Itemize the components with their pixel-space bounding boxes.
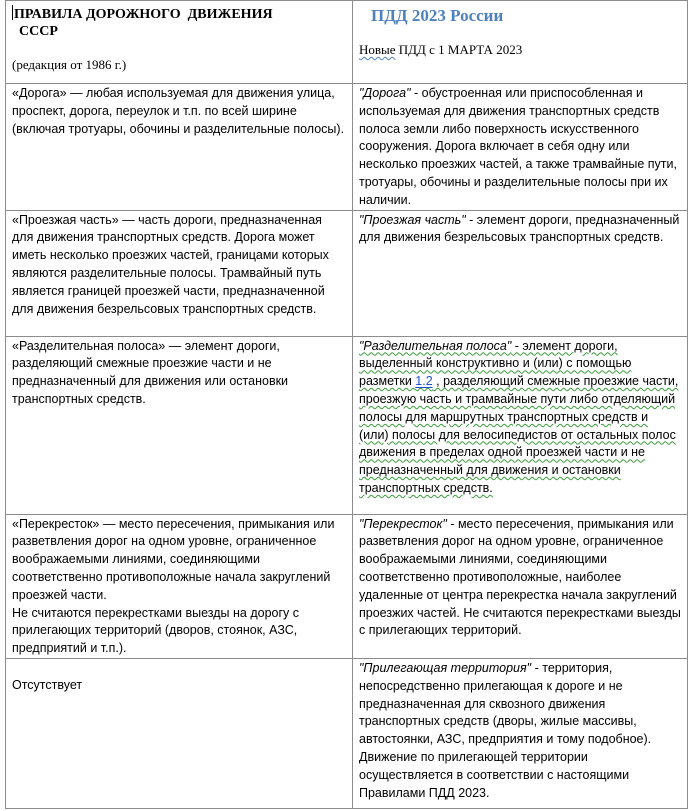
subtitle-rest: ПДД с 1 МАРТА 2023	[395, 41, 523, 57]
table-row-divider	[6, 336, 688, 514]
old-rules-title-text: ПРАВИЛА ДОРОЖНОГО ДВИЖЕНИЯ СССР	[14, 7, 273, 39]
table-row-intersection	[6, 514, 688, 658]
new-text-divider-wrap	[359, 339, 678, 495]
term-intersection: "Перекресток"	[359, 516, 447, 531]
term-road: "Дорога"	[359, 86, 411, 100]
text-cursor	[12, 5, 13, 20]
old-definition-carriageway[interactable]: «Проезжая часть» — часть дороги, предназначенная для движения транспортных средств. Дорога может иметь несколько проезжих частей, границами которых являются разделительные полосы. Трамвайный путь является границей проезжей части, предназначенной для движения безрельсовых транспортных средств.	[6, 210, 353, 336]
old-rules-edition: (редакция от 1986 г.)	[12, 57, 127, 72]
comparison-table	[5, 0, 688, 809]
markup-link-1-2[interactable]: 1.2	[415, 374, 433, 389]
header-left-cell[interactable]	[6, 1, 353, 84]
table-row-road	[6, 84, 688, 211]
header-right-cell[interactable]	[353, 1, 688, 84]
old-definition-intersection[interactable]: «Перекресток» — место пересечения, примыкания или разветвления дорог на одном уровне, ограниченное воображаемыми линиями, соединяющими соответственно противоположные начала закруглений проезжей части. Не считаются перекрестками выезды на дорогу с прилегающих территорий (дворов, стоянок, АЗС, предприятий и т.п.).	[6, 514, 353, 658]
table-row-adjacent	[6, 658, 688, 808]
new-definition-divider[interactable]	[353, 336, 688, 514]
old-rules-title	[12, 5, 346, 40]
term-carriageway: "Проезжая часть"	[359, 212, 466, 227]
absent-label: Отсутствует	[12, 677, 83, 692]
header-row	[6, 1, 688, 84]
old-definition-divider[interactable]: «Разделительная полоса» — элемент дороги, разделяющий смежные проезжие части и не предназначенный для движения или остановки транспортных средств.	[6, 336, 353, 514]
new-definition-road[interactable]	[353, 84, 688, 211]
table-row-carriageway	[6, 210, 688, 336]
new-definition-carriageway[interactable]	[353, 210, 688, 336]
term-divider: "Разделительная полоса"	[359, 338, 512, 353]
new-definition-intersection[interactable]	[353, 514, 688, 658]
new-definition-adjacent[interactable]	[353, 658, 688, 808]
new-text-divider-a: - элемент дороги, выделенный конструктивно и (или) с помощью разметки	[359, 338, 632, 389]
new-text-divider-b: , разделяющий смежные проезжие части, проезжую часть и трамвайные пути либо отделяющий полосы для маршрутных транспортных средств и (или) полосы для велосипедистов от остальных полос движения в пределах одной проезжей части и не предназначенный для движения и остановки транспортных средств.	[359, 374, 679, 495]
new-text-adjacent: - территория, непосредственно прилегающая к дороге и не предназначенная для сквозного движения транспортных средств (дворы, жилые массивы, автостоянки, АЗС, предприятия и тому подобное). Движение по прилегающей территории осуществляется в соответствии с настоящими Правилами ПДД 2023.	[359, 660, 652, 800]
old-definition-adjacent[interactable]	[6, 658, 353, 808]
new-rules-title: ПДД 2023 России	[371, 6, 504, 25]
new-text-road: - обустроенная или приспособленная и используемая для движения транспортных средств полоса земли либо поверхность искусственного сооружения. Дорога включает в себя одну или несколько проезжих частей, а также трамвайные пути, тротуары, обочины и разделительные полосы при их наличии.	[359, 86, 677, 207]
old-definition-road[interactable]: «Дорога» — любая используемая для движения улица, проспект, дорога, переулок и т.п. по всей ширине (включая тротуары, обочины и разделительные полосы).	[6, 84, 353, 211]
new-text-intersection: - место пересечения, примыкания или разветвления дорог на одном уровне, ограниченное воображаемыми линиями, соединяющими соответственно противоположные, наиболее удаленные от центра перекрестка начала закруглений проезжих частей. Не считаются перекрестками выезды с прилегающих территорий.	[359, 516, 681, 638]
term-adjacent: "Прилегающая территория"	[359, 660, 532, 675]
new-rules-subtitle	[359, 41, 681, 59]
new-text-carriageway: - элемент дороги, предназначенный для движения безрельсовых транспортных средств.	[359, 212, 680, 245]
subtitle-word-new: Новые	[359, 41, 396, 57]
